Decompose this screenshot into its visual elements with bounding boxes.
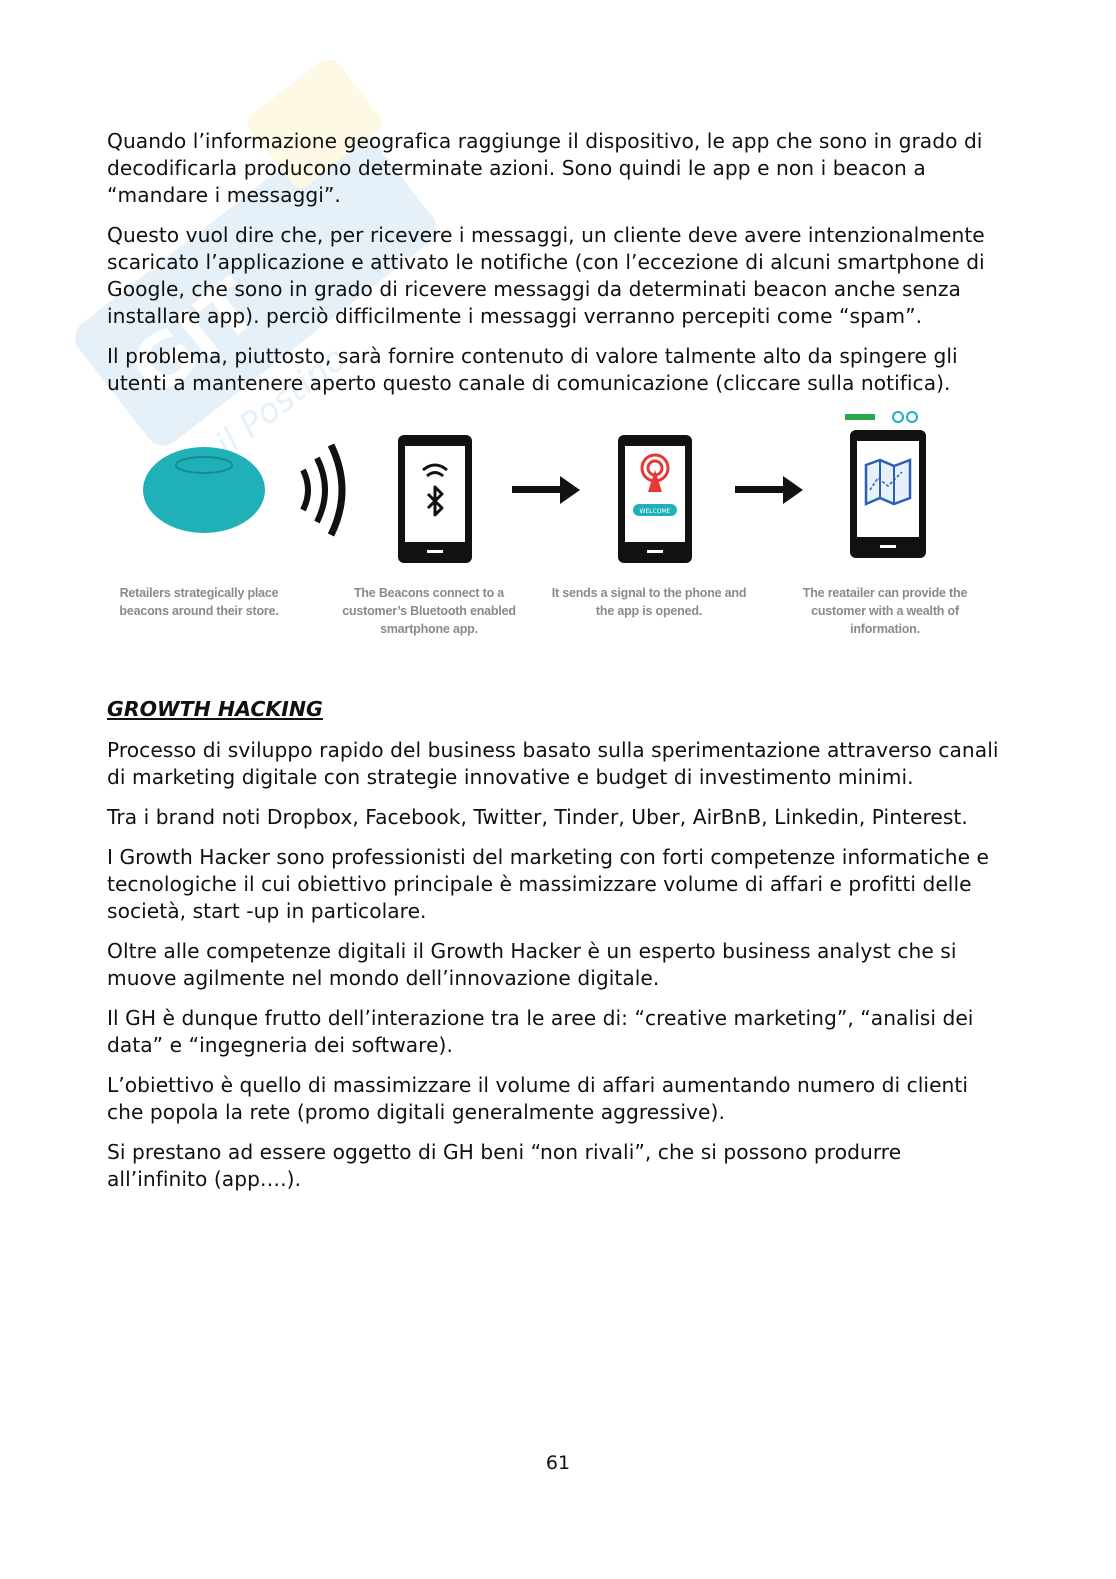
page-number: 61: [545, 1452, 571, 1474]
arrow-right-icon: [735, 474, 805, 506]
svg-text:GIT: GIT: [114, 263, 273, 413]
beacon-device-icon: [107, 410, 347, 580]
section-heading: GROWTH HACKING: [107, 697, 323, 721]
arrow-right-icon: [512, 474, 582, 506]
paragraph: Quando l’informazione geografica raggiunge il dispositivo, le app che sono in grado di decodificarla producono determinate azioni. Sono quindi le app e non i beacon a “mandare i messaggi”.: [107, 129, 983, 207]
paragraph: Il problema, piuttosto, sarà fornire contenuto di valore talmente alto da spingere gli utenti a mantenere aperto questo canale di comunicazione (cliccare sulla notifica).: [107, 344, 958, 395]
svg-text:il Postino: il Postino: [208, 338, 355, 465]
page-content: [107, 128, 1007, 1206]
paragraph: Il GH è dunque frutto dell’interazione tra le aree di: “creative marketing”, “analisi dei data” e “ingegneria dei software).: [107, 1006, 974, 1057]
map-phone-icon: [842, 410, 942, 560]
paragraph: Questo vuol dire che, per ricevere i messaggi, un cliente deve avere intenzionalmente scaricato l’applicazione e attivato le notifiche (con l’eccezione di alcuni smartphone di Google, che sono in grado di ricevere messaggi da determinati beacon anche senza installare app). perciò difficilmente i messaggi verranno percepiti come “spam”.: [107, 223, 985, 328]
step-caption: The Beacons connect to a customer’s Bluetooth enabled smartphone app.: [342, 586, 516, 636]
step-caption: Retailers strategically place beacons around their store.: [119, 586, 279, 618]
beacon-diagram: [107, 410, 1007, 685]
step-caption: The reatailer can provide the customer with a wealth of information.: [802, 586, 968, 636]
welcome-badge: WELCOME: [639, 508, 671, 515]
paragraph: L’obiettivo è quello di massimizzare il volume di affari aumentando numero di clienti che popola la rete (promo digitali generalmente aggressive).: [107, 1073, 969, 1124]
paragraph: Processo di sviluppo rapido del business basato sulla sperimentazione attraverso canali di marketing digitale con strategie innovative e budget di investimento minimi.: [107, 738, 999, 789]
bluetooth-phone-icon: [395, 432, 475, 567]
paragraph: Oltre alle competenze digitali il Growth Hacker è un esperto business analyst che si muove agilmente nel mondo dell’innovazione digitale.: [107, 939, 957, 990]
paragraph: Tra i brand noti Dropbox, Facebook, Twitter, Tinder, Uber, AirBnB, Linkedin, Pinterest.: [107, 805, 968, 829]
paragraph: Si prestano ad essere oggetto di GH beni “non rivali”, che si possono produrre all’infinito (app….).: [107, 1140, 902, 1191]
paragraph: I Growth Hacker sono professionisti del marketing con forti competenze informatiche e tecnologiche il cui obiettivo principale è massimizzare volume di affari e profitti delle società, start -up in particolare.: [107, 845, 990, 923]
step-caption: It sends a signal to the phone and the app is opened.: [551, 586, 747, 618]
signal-phone-icon: [615, 432, 695, 567]
